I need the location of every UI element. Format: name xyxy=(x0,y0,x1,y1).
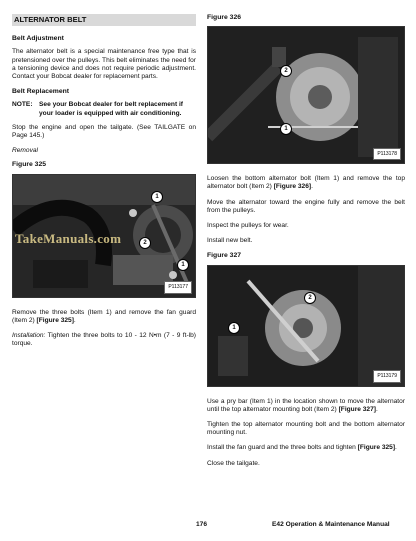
note-text: See your Bobcat dealer for belt replacement if your loader is equipped with air conditioning. xyxy=(39,101,184,117)
belt-replacement-heading: Belt Replacement xyxy=(12,88,70,96)
callout-item-1: 1 xyxy=(228,322,240,334)
alternator-photo-graphic xyxy=(208,27,404,163)
photo-id-label: P113178 xyxy=(373,148,401,160)
install-guard-text: Install the fan guard and the three bolts and tighten xyxy=(207,444,358,452)
photo-id-label: P113179 xyxy=(373,370,401,382)
callout-item-1: 1 xyxy=(151,191,163,203)
belt-adjustment-paragraph: The alternator belt is a special maintenance free type that is pretensioned over the pulleys. This belt eliminates the need for a tensioning device and does not require periodic adjustment. Contact your Bobcat dealer for replacement parts. xyxy=(12,48,196,81)
figure-ref-327: [Figure 327] xyxy=(338,405,376,413)
section-title: ALTERNATOR BELT xyxy=(12,14,196,26)
period: . xyxy=(311,183,313,191)
callout-item-2: 2 xyxy=(139,237,151,249)
callout-item-1: 1 xyxy=(177,259,189,271)
pry-bar-text: Use a pry bar (Item 1) in the location shown to move the alternator until the top alternator mounting bolt (Item 2) xyxy=(207,397,405,413)
installation-text: Tighten the three bolts to 10 - 12 N•m (7 - 9 ft-lb) torque. xyxy=(12,332,196,348)
callout-item-1: 1 xyxy=(280,123,292,135)
note-label: NOTE: xyxy=(12,101,33,109)
figure-327-title: Figure 327 xyxy=(207,252,241,260)
period: . xyxy=(375,405,378,413)
watermark-text: TakeManuals.com xyxy=(15,230,122,246)
belt-adjustment-heading: Belt Adjustment xyxy=(12,35,64,43)
loosen-text: Loosen the bottom alternator bolt (Item 1) and remove the top alternator bolt (Item 2) xyxy=(207,175,405,191)
pry-bar-paragraph xyxy=(207,398,405,414)
right-column xyxy=(207,14,405,475)
photo-id-label: P113177 xyxy=(164,281,192,293)
move-alternator-paragraph: Move the alternator toward the engine fully and remove the belt from the pulleys. xyxy=(207,198,405,214)
close-tailgate-paragraph: Close the tailgate. xyxy=(207,459,260,467)
figure-ref-325: [Figure 325] xyxy=(36,316,74,324)
period: . xyxy=(73,316,76,324)
stop-engine-paragraph: Stop the engine and open the tailgate. (See TAILGATE on Page 145.) xyxy=(12,123,196,140)
page-number: 176 xyxy=(196,521,208,528)
figure-326-title: Figure 326 xyxy=(207,14,241,21)
figure-326-photo xyxy=(207,26,405,164)
figure-325-photo xyxy=(12,174,196,298)
install-belt-paragraph: Install new belt. xyxy=(207,237,253,245)
installation-label: Installation: xyxy=(12,332,46,340)
figure-325-title: Figure 325 xyxy=(12,161,46,169)
loosen-paragraph xyxy=(207,175,405,191)
remove-bolts-paragraph xyxy=(12,309,196,325)
tighten-paragraph: Tighten the top alternator mounting bolt and the bottom alternator mounting nut. xyxy=(207,421,405,437)
callout-item-2: 2 xyxy=(280,65,292,77)
left-column xyxy=(12,14,196,355)
installation-paragraph xyxy=(12,332,196,348)
period: . xyxy=(395,444,397,452)
install-guard-paragraph xyxy=(207,444,405,452)
inspect-paragraph: Inspect the pulleys for wear. xyxy=(207,222,289,230)
note-block xyxy=(12,101,196,117)
remove-bolts-text: Remove the three bolts (Item 1) and remove the fan guard (Item 2) xyxy=(12,308,196,324)
figure-ref-326: [Figure 326] xyxy=(273,183,312,191)
removal-label: Removal xyxy=(12,147,39,155)
figure-ref-325: [Figure 325] xyxy=(357,444,396,452)
figure-327-photo xyxy=(207,265,405,387)
callout-item-2: 2 xyxy=(304,292,316,304)
manual-title: E42 Operation & Maintenance Manual xyxy=(272,521,390,528)
